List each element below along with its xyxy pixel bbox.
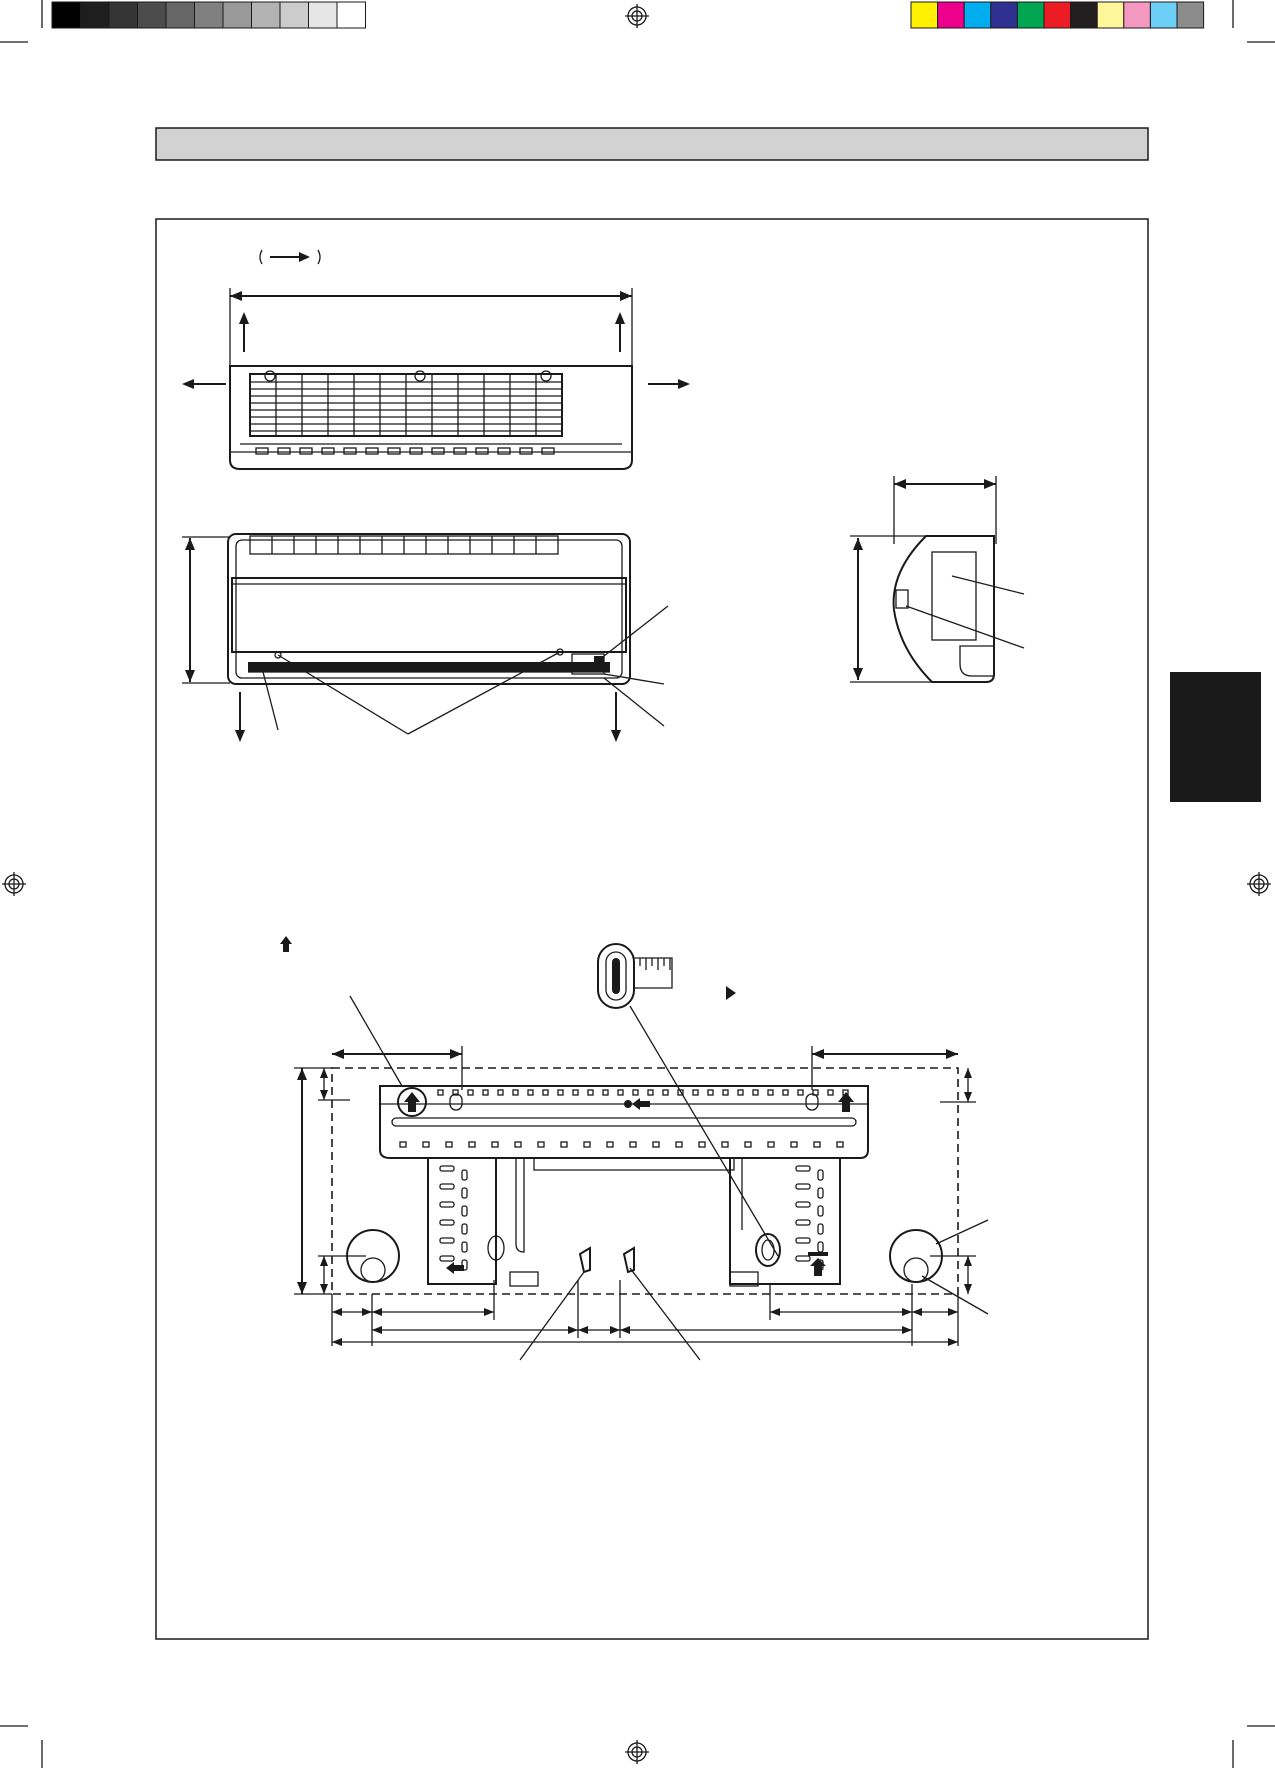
triangle-right-icon (726, 986, 736, 1000)
registration-mark-icon (625, 4, 649, 28)
level-gauge-detail (598, 944, 778, 1256)
registration-mark-icon (1247, 872, 1271, 896)
chapter-tab (1170, 672, 1261, 802)
registration-mark-icon (625, 1740, 649, 1764)
arrow-up-icon (280, 936, 292, 952)
grey-calibration-bar (52, 2, 366, 28)
process-color-bar (911, 2, 1204, 28)
arrow-up-icon (615, 312, 625, 324)
grey-swatch (337, 2, 366, 28)
grey-swatch (81, 2, 110, 28)
section-title-bar (156, 128, 1148, 160)
color-swatch (1177, 2, 1204, 28)
grey-swatch (252, 2, 281, 28)
grey-swatch (109, 2, 138, 28)
arrow-down-icon (235, 730, 245, 742)
color-swatch (991, 2, 1018, 28)
side-view (850, 476, 1024, 682)
color-swatch (1017, 2, 1044, 28)
arrow-right-icon (260, 250, 320, 264)
grey-swatch (309, 2, 338, 28)
grey-swatch (166, 2, 195, 28)
color-swatch (964, 2, 991, 28)
color-swatch (911, 2, 938, 28)
front-view (182, 534, 668, 742)
color-swatch (1071, 2, 1098, 28)
grey-swatch (52, 2, 81, 28)
grey-swatch (223, 2, 252, 28)
grey-swatch (138, 2, 167, 28)
top-view (182, 288, 690, 469)
grey-swatch (195, 2, 224, 28)
figure-frame (156, 219, 1148, 1639)
color-swatch (1150, 2, 1177, 28)
color-swatch (938, 2, 965, 28)
color-swatch (1044, 2, 1071, 28)
arrow-down-icon (611, 730, 621, 742)
arrow-up-icon (239, 312, 249, 324)
color-swatch (1097, 2, 1124, 28)
color-swatch (1124, 2, 1151, 28)
mounting-plate-diagram (294, 996, 988, 1360)
grey-swatch (280, 2, 309, 28)
registration-mark-icon (2, 872, 26, 896)
